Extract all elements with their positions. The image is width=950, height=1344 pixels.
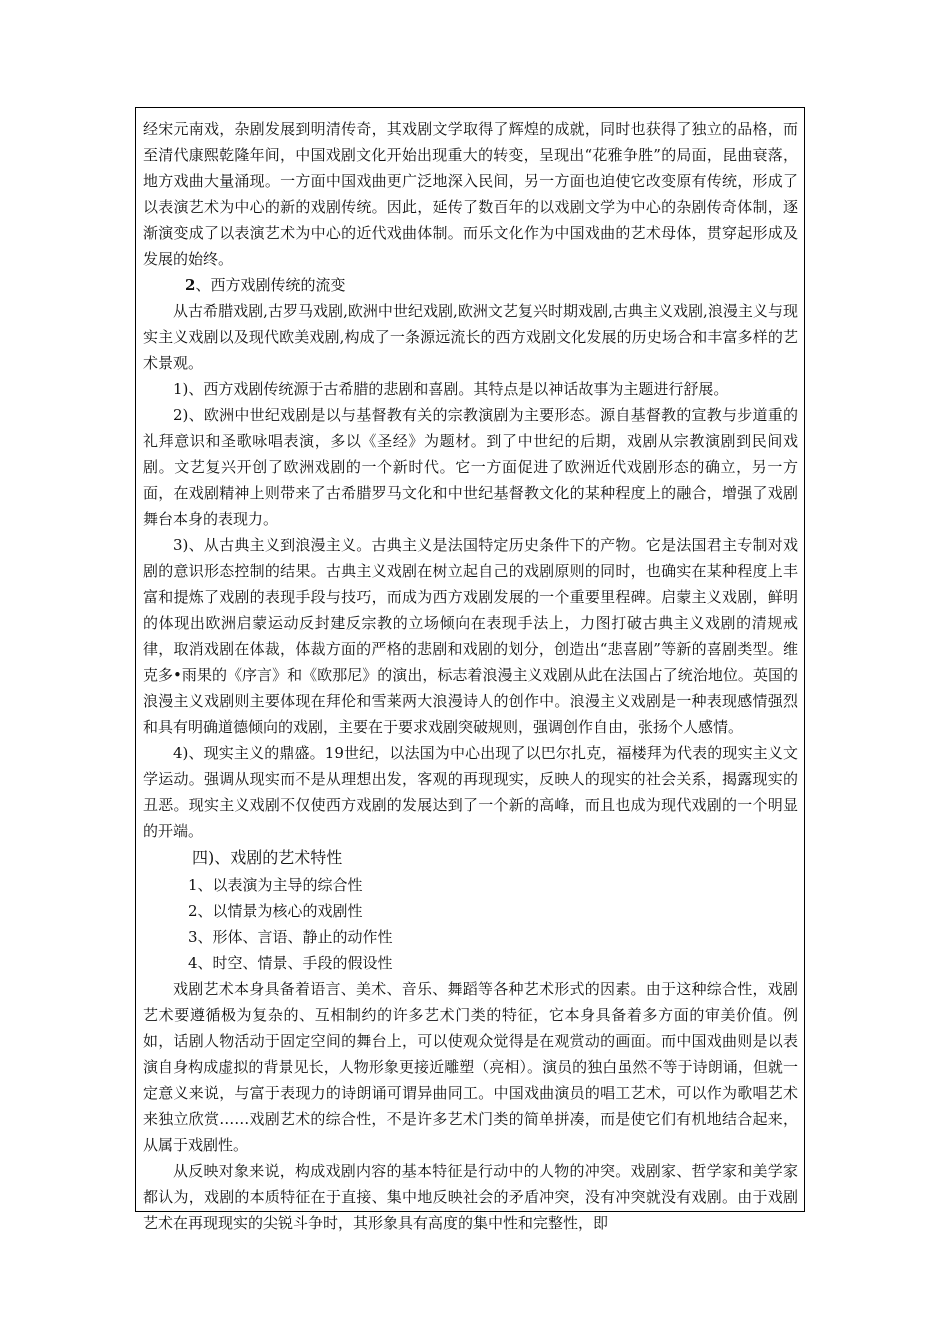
section-heading-art-characteristics: 四)、戏剧的艺术特性 <box>192 848 343 867</box>
list-item: 3、形体、言语、静止的动作性 <box>188 928 393 946</box>
list-item: 1、以表演为主导的综合性 <box>188 876 363 894</box>
paragraph-conflict: 从反映对象来说，构成戏剧内容的基本特征是行动中的人物的冲突。戏剧家、哲学家和美学家都认为，戏剧的本质特征在于直接、集中地反映社会的矛盾冲突，没有冲突就没有戏剧。由于戏剧艺术在再现现实的尖锐斗争时，其形象具有高度的集中性和完整性，即 <box>143 1162 798 1232</box>
section-number: 2 <box>185 276 196 294</box>
list-item: 2、以情景为核心的戏剧性 <box>188 902 363 920</box>
paragraph-chinese-drama-evolution: 经宋元南戏，杂剧发展到明清传奇，其戏剧文学取得了辉煌的成就，同时也获得了独立的品格，而至清代康熙乾隆年间，中国戏剧文化开始出现重大的转变，呈现出“花雅争胜”的局面，昆曲衰落，地方戏曲大量涌现。一方面中国戏曲更广泛地深入民间，另一方面也迫使它改变原有传统，形成了以表演艺术为中心的新的戏剧传统。因此，延传了数百年的以戏剧文学为中心的杂剧传奇体制，逐渐演变成了以表演艺术为中心的近代戏曲体制。而乐文化作为中国戏曲的艺术母体，贯穿起形成及发展的始终。 <box>143 120 798 268</box>
paragraph-realism: 4)、现实主义的鼎盛。19世纪，以法国为中心出现了以巴尔扎克，福楼拜为代表的现实主义文学运动。强调从现实而不是从理想出发，客观的再现现实，反映人的现实的社会关系，揭露现实的丑恶。现实主义戏剧不仅使西方戏剧的发展达到了一个新的高峰，而且也成为现代戏剧的一个明显的开端。 <box>143 744 798 840</box>
paragraph-ancient-greek: 1)、西方戏剧传统源于古希腊的悲剧和喜剧。其特点是以神话故事为主题进行舒展。 <box>173 380 729 398</box>
paragraph-classicism-romanticism: 3)、从古典主义到浪漫主义。古典主义是法国特定历史条件下的产物。它是法国君主专制对戏剧的意识形态控制的结果。古典主义戏剧在树立起自己的戏剧原则的同时，也确实在某种程度上丰富和提炼了戏剧的表现手段与技巧，而成为西方戏剧发展的一个重要里程碑。启蒙主义戏剧，鲜明的体现出欧洲启蒙运动反封建反宗教的立场倾向在表现手法上，力图打破古典主义戏剧的清规戒律，取消戏剧在体裁，体裁方面的严格的悲剧和戏剧的划分，创造出“悲喜剧”等新的喜剧类型。维克多•雨果的《序言》和《欧那尼》的演出，标志着浪漫主义戏剧从此在法国占了统治地位。英国的浪漫主义戏剧则主要体现在拜伦和雪莱两大浪漫诗人的创作中。浪漫主义戏剧是一种表现感情强烈和具有明确道德倾向的戏剧，主要在于要求戏剧突破规则，强调创作自由，张扬个人感情。 <box>143 536 798 736</box>
list-item: 4、时空、情景、手段的假设性 <box>188 954 393 972</box>
paragraph-medieval: 2)、欧洲中世纪戏剧是以与基督教有关的宗教演剧为主要形态。源自基督教的宣教与步道重的礼拜意识和圣歌咏唱表演，多以《圣经》为题材。到了中世纪的后期，戏剧从宗教演剧到民间戏剧。文艺复兴开创了欧洲戏剧的一个新时代。它一方面促进了欧洲近代戏剧形态的确立，另一方面，在戏剧精神上则带来了古希腊罗马文化和中世纪基督教文化的某种程度上的融合，增强了戏剧舞台本身的表现力。 <box>143 406 798 528</box>
section-title: 、西方戏剧传统的流变 <box>195 276 346 294</box>
paragraph-western-overview: 从古希腊戏剧,古罗马戏剧,欧洲中世纪戏剧,欧洲文艺复兴时期戏剧,古典主义戏剧,浪漫主义与现实主义戏剧以及现代欧美戏剧,构成了一条源远流长的西方戏剧文化发展的历史场合和丰富多样的艺术景观。 <box>143 302 798 372</box>
paragraph-synthesis: 戏剧艺术本身具备着语言、美术、音乐、舞蹈等各种艺术形式的因素。由于这种综合性，戏剧艺术要遵循极为复杂的、互相制约的许多艺术门类的特征，它本身具备着多方面的审美价值。例如，话剧人物活动于固定空间的舞台上，可以使观众觉得是在观赏动的画面。而中国戏曲则是以表演自身构成虚拟的背景见长，人物形象更接近雕塑（亮相）。演员的独白虽然不等于诗朗诵，但就一定意义来说，与富于表现力的诗朗诵可谓异曲同工。中国戏曲演员的唱工艺术，可以作为歌唱艺术来独立欣赏……戏剧艺术的综合性，不是许多艺术门类的简单拼凑，而是使它们有机地结合起来，从属于戏剧性。 <box>143 980 798 1154</box>
document-frame <box>135 107 805 1232</box>
section-heading-western-drama <box>143 272 798 298</box>
